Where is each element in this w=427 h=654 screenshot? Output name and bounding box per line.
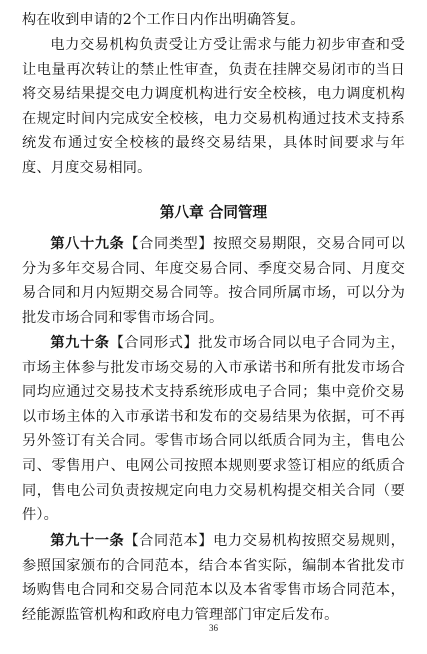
article-89 — [22, 232, 405, 330]
article-89-body: 【合同类型】按照交易期限，交易合同可以分为多年交易合同、年度交易合同、季度交易合同、月度交易合同和月内短期交易合同等。按合同所属市场，可以分为批发市场合同和零售市场合同。 — [22, 236, 405, 326]
page-number: 36 — [209, 623, 218, 633]
article-91 — [22, 529, 405, 627]
article-91-number: 第九十一条 — [50, 533, 125, 549]
paragraph-continuation: 构在收到申请的2个工作日内作出明确答复。 — [22, 12, 305, 28]
article-90-body: 【合同形式】批发市场合同以电子合同为主，市场主体参与批发市场交易的入市承诺书和所有批发市场合同均应通过交易技术支持系统形成电子合同；集中竞价交易以市场主体的入市承诺书和发布的交易结果为依据，可不再另外签订有关合同。零售市场合同以纸质合同为主，售电公司、零售用户、电网公司按照本规则要求签订相应的纸质合同，售电公司负责按规定向电力交易机构提交相关合同（要件）。 — [22, 335, 405, 524]
paragraph-trading-review: 电力交易机构负责受让方受让需求与能力初步审查和受让电量再次转让的禁止性审查，负责在挂牌交易闭市的当日将交易结果提交电力调度机构进行安全校核，电力调度机构在规定时间内完成安全校核，电力交易机构通过技术支持系统发布通过安全校核的最终交易结果，具体时间要求与年度、月度交易相同。 — [22, 37, 405, 176]
article-90-number: 第九十条 — [50, 335, 110, 351]
article-91-body: 【合同范本】电力交易机构按照交易规则，参照国家颁布的合同范本，结合本省实际，编制本省批发市场购售电合同和交易合同范本以及本省零售市场合同范本，经能源监管机构和政府电力管理部门审定后发布。 — [22, 533, 405, 623]
article-90 — [22, 331, 405, 528]
chapter-heading: 第八章 合同管理 — [159, 204, 268, 221]
article-89-number: 第八十九条 — [50, 236, 125, 252]
